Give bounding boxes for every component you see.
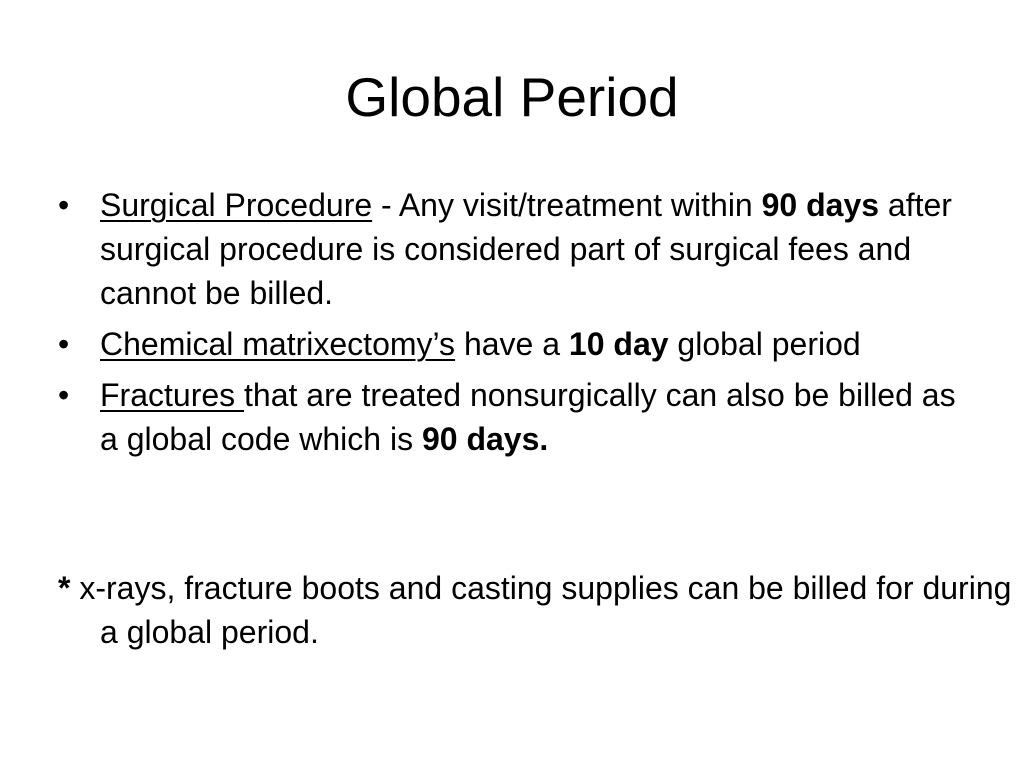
bullet-item-fractures — [58, 373, 978, 461]
bullet-text: Any visit/treatment within — [398, 187, 762, 223]
asterisk-marker: * — [58, 570, 71, 606]
emphasis-90-days: 90 days. — [421, 421, 549, 457]
bullet-text: global period — [668, 326, 861, 362]
emphasis-10-day: 10 day — [568, 326, 669, 362]
bullet-text: that are treated nonsurgically can also be billed as a global code which is — [100, 377, 956, 457]
bullet-text: have a — [455, 326, 569, 362]
footnote-text: x-rays, fracture boots and casting supplies can be billed for during a global period. — [70, 570, 1012, 650]
bullet-dot-icon: • — [58, 187, 70, 223]
term-chemical-matrixectomy: Chemical matrixectomy’s — [100, 326, 456, 362]
bullet-list — [58, 183, 978, 468]
bullet-item-chemical-matrixectomy — [58, 322, 978, 366]
emphasis-90-days: 90 days — [761, 187, 880, 223]
term-separator: - — [372, 187, 399, 223]
slide-title: Global Period — [345, 66, 679, 128]
bullet-dot-icon: • — [58, 326, 70, 362]
term-surgical-procedure: Surgical Procedure — [100, 187, 373, 223]
bullet-item-surgical-procedure — [58, 183, 978, 315]
bullet-text: after surgical procedure is considered part of surgical fees and cannot be billed. — [100, 187, 952, 311]
footnote — [58, 566, 1020, 654]
term-fractures: Fractures — [100, 377, 245, 413]
bullet-dot-icon: • — [58, 377, 70, 413]
